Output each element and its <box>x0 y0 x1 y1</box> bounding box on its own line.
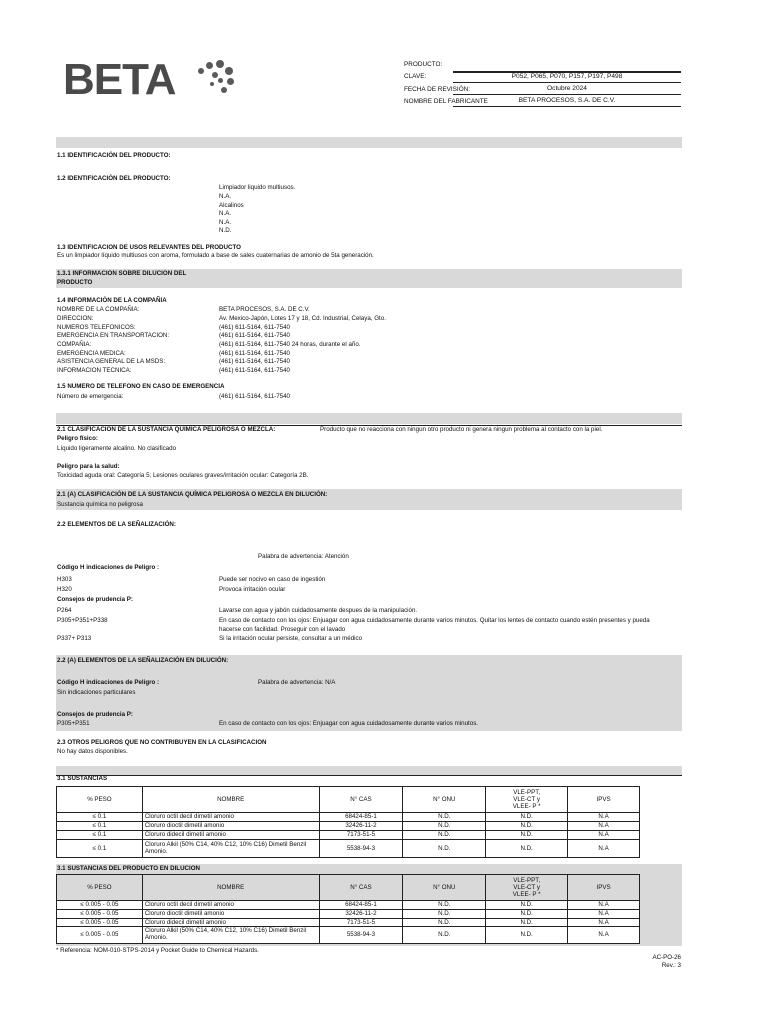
company-label: EMERGENCIA EN TRANSPORTACION: <box>57 332 170 339</box>
heading-1-2: 1.2 IDENTIFICACIÓN DEL PRODUCTO: <box>57 175 171 182</box>
cell-cas: 32426-11-2 <box>319 909 403 918</box>
cell-nombre: Cloruro didecil dimetil amonio <box>142 831 319 840</box>
peligro-fisico-text: Líquido ligeramente alcalino. No clasificado <box>57 445 177 452</box>
emergency-label: Número de emergencia: <box>57 393 124 400</box>
heading-1-1: 1.1 IDENTIFICACIÓN DEL PRODUCTO: <box>57 152 171 159</box>
col-header-vle-line: VLE-CT y <box>513 883 540 891</box>
ident-line: N.D. <box>219 227 232 234</box>
cell-peso: ≤ 0.1 <box>57 840 143 858</box>
cell-ipvs: N.A <box>568 901 640 910</box>
company-label: ASISTENCIA GENERAL DE LA MSDS: <box>57 358 166 365</box>
cell-cas: 32426-11-2 <box>319 822 403 831</box>
col-header-ipvs: IPVS <box>568 787 640 813</box>
cell-onu: N.D. <box>403 927 486 944</box>
col-header-onu: N° ONU <box>403 787 486 813</box>
cell-peso: ≤ 0.005 - 0.05 <box>57 927 143 944</box>
heading-2-1-a-text: Sustancia química no peligrosa <box>57 501 143 508</box>
p-code-dilucion: P305+P351 <box>57 720 90 727</box>
heading-1-3-1: 1.3.1 INFORMACION SOBRE DILUCION DEL <box>57 270 187 277</box>
company-value: Av. Mexico-Japón, Lotes 17 y 18, Cd. Industrial, Celaya, Gto. <box>219 315 386 322</box>
h-code: H320 <box>57 586 72 593</box>
table-row <box>57 813 640 822</box>
col-header-vle <box>486 787 568 813</box>
heading-1-3: 1.3 IDENTIFICACION DE USOS RELEVANTES DEL PRODUCTO <box>57 244 241 251</box>
ident-line: N.A. <box>219 193 232 200</box>
company-label: DIRECCION: <box>57 315 94 322</box>
col-header-cas: N° CAS <box>319 875 403 901</box>
cell-onu: N.D. <box>403 840 486 858</box>
ident-line: Alcalinos <box>219 202 244 209</box>
cell-vle: N.D. <box>486 831 568 840</box>
cell-vle: N.D. <box>486 813 568 822</box>
col-header-peso: % PESO <box>57 875 143 901</box>
cell-cas: 7173-51-5 <box>319 918 403 927</box>
table-row <box>57 918 640 927</box>
company-label: INFORMACION TECNICA: <box>57 367 132 374</box>
heading-3-1-dilucion: 3.1 SUSTANCIAS DEL PRODUCTO EN DILUCION <box>57 865 201 872</box>
cell-nombre: Cloruro Alkil (50% C14, 40% C12, 10% C16) Dimetil Benzil Amonio. <box>142 840 319 858</box>
p-code: P337+ P313 <box>57 635 92 642</box>
cell-cas: 68424-85-1 <box>319 901 403 910</box>
cell-onu: N.D. <box>403 813 486 822</box>
cell-vle: N.D. <box>486 909 568 918</box>
p-text: hacerse con facilidad. Proseguir con el lavado <box>219 626 346 633</box>
col-header-vle-line: VLEE- P * <box>512 803 541 811</box>
company-value: (461) 611-5164, 611-7540 24 horas, durante el año. <box>219 341 361 348</box>
cell-vle: N.D. <box>486 901 568 910</box>
cell-ipvs: N.A <box>568 831 640 840</box>
emergency-value: (461) 611-5164, 611-7540 <box>219 393 290 400</box>
p-text-dilucion: En caso de contacto con los ojos: Enjuagar con agua cuidadosamente durante varios minutos. <box>219 720 479 727</box>
cell-peso: ≤ 0.005 - 0.05 <box>57 918 143 927</box>
cell-onu: N.D. <box>403 909 486 918</box>
col-header-vle <box>486 875 568 901</box>
cell-cas: 7173-51-5 <box>319 831 403 840</box>
section3-band <box>56 766 682 775</box>
company-logo: BETA <box>63 55 176 104</box>
company-value: (461) 611-5164, 611-7540 <box>219 332 290 339</box>
cell-peso: ≤ 0.1 <box>57 831 143 840</box>
table-row <box>57 831 640 840</box>
cell-cas: 5538-94-3 <box>319 840 403 858</box>
cell-onu: N.D. <box>403 901 486 910</box>
signal-word-dilucion: Palabra de advertencia: N/A <box>258 679 336 686</box>
sin-indicaciones: Sin indicaciones particulares <box>57 689 136 696</box>
header-label-clave: CLAVE: <box>404 73 427 80</box>
cell-cas: 68424-85-1 <box>319 813 403 822</box>
company-value: (461) 611-5164, 611-7540 <box>219 367 290 374</box>
uso-text: Es un limpiador líquido multiusos con aroma, formulado a base de sales cuaternarias de amonio de 5ta generación. <box>57 252 374 259</box>
company-label: NUMEROS TELEFONICOS: <box>57 324 136 331</box>
p-text: Lavarse con agua y jabón cuidadosamente despues de la manipulación. <box>219 607 418 614</box>
section3-rule <box>56 775 682 776</box>
h-code: H303 <box>57 576 72 583</box>
ident-line: N.A. <box>219 210 232 217</box>
cell-onu: N.D. <box>403 822 486 831</box>
table-row <box>57 840 640 858</box>
cell-ipvs: N.A <box>568 813 640 822</box>
prudencia-heading: Consejos de prudencia P: <box>57 596 133 603</box>
header-value-producto <box>453 62 681 72</box>
company-value: (461) 611-5164, 611-7540 <box>219 358 290 365</box>
table-row <box>57 822 640 831</box>
header-value-clave: P052, P065, P070, P157, P197, P498 <box>453 72 681 83</box>
cell-vle: N.D. <box>486 927 568 944</box>
p-text: Si la irritación ocular persiste, consultar a un médico <box>219 635 363 642</box>
table-row <box>57 901 640 910</box>
cell-nombre: Cloruro octil decil dimetil amonio <box>142 901 319 910</box>
heading-2-2-a: 2.2 (A) ELEMENTOS DE LA SEÑALIZACIÓN EN DILUCIÓN: <box>57 657 229 664</box>
heading-1-5: 1.5 NUMERO DE TELEFONO EN CASO DE EMERGENCIA <box>57 383 225 390</box>
section1-band <box>56 137 682 148</box>
cell-nombre: Cloruro dioctil dimetil amonio <box>142 822 319 831</box>
col-header-onu: N° ONU <box>403 875 486 901</box>
cell-nombre: Cloruro didecil dimetil amonio <box>142 918 319 927</box>
signal-word: Palabra de advertencia: Atención <box>258 553 349 560</box>
heading-2-3: 2.3 OTROS PELIGROS QUE NO CONTRIBUYEN EN LA CLASIFICACION <box>57 739 267 746</box>
col-header-vle-line: VLEE- P * <box>512 891 541 899</box>
heading-2-3-text: No hay datos disponibles. <box>57 748 128 755</box>
cell-nombre: Cloruro Alkil (50% C14, 40% C12, 10% C16) Dimetil Benzil Amonio. <box>142 927 319 944</box>
company-label: EMERGENCIA MEDICA: <box>57 350 126 357</box>
header-value-fecha: Octubre 2024 <box>453 85 681 95</box>
col-header-vle-line: VLE-CT y <box>513 795 540 803</box>
heading-2-1-a: 2.1 (A) CLASIFICACIÓN DE LA SUSTANCIA QUÍMICA PELIGROSA O MEZCLA EN DILUCIÓN: <box>57 491 328 498</box>
codigo-h-heading: Código H indicaciones de Peligro : <box>57 564 160 571</box>
col-header-cas: N° CAS <box>319 787 403 813</box>
company-value: (461) 611-5164, 611-7540 <box>219 324 290 331</box>
company-value: (461) 611-5164, 611-7540 <box>219 350 290 357</box>
col-header-peso: % PESO <box>57 787 143 813</box>
prudencia-heading-dilucion: Consejos de prudencia P: <box>57 711 133 718</box>
heading-3-1: 3.1 SUSTANCIAS <box>57 775 108 782</box>
logo-dots-icon <box>194 60 234 100</box>
h-text: Provoca irritación ocular <box>219 586 286 593</box>
header-label-fecha: FECHA DE REVISIÓN: <box>404 86 471 93</box>
p-text: En caso de contacto con los ojos: Enjuagar con agua cuidadosamente durante varios minutos. Quitar los lentes de contacto cuando estén presentes y pueda <box>219 617 650 624</box>
header-label-fabricante: NOMBRE DEL FABRICANTE <box>404 98 488 105</box>
referencia-note: * Referencia: NOM-010-STPS-2014 y Pocket Guide to Chemical Hazards. <box>56 947 259 954</box>
cell-ipvs: N.A <box>568 918 640 927</box>
heading-1-4: 1.4 INFORMACIÓN DE LA COMPAÑIA <box>57 297 167 304</box>
h-text: Puede ser nocivo en caso de ingestión <box>219 576 326 583</box>
cell-vle: N.D. <box>486 822 568 831</box>
col-header-nombre: NOMBRE <box>142 875 319 901</box>
ident-line: N.A. <box>219 219 232 226</box>
cell-ipvs: N.A <box>568 822 640 831</box>
heading-2-1-note: Producto que no reacciona con ningun otro producto ni genera ningun problema al contacto con la piel. <box>320 426 603 433</box>
company-label: COMPAÑIA: <box>57 341 92 348</box>
company-value: BETA PROCESOS, S.A. DE C.V. <box>219 306 310 313</box>
footer-doc-code: AC-PO-26 <box>652 954 681 961</box>
cell-nombre: Cloruro octil decil dimetil amonio <box>142 813 319 822</box>
p-code: P264 <box>57 607 72 614</box>
peligro-salud-text: Toxicidad aguda oral: Categoría 5; Lesiones oculares graves/irritación ocular: Categoría 2B. <box>57 472 309 479</box>
cell-peso: ≤ 0.005 - 0.05 <box>57 909 143 918</box>
header-value-fabricante: BETA PROCESOS, S.A. DE C.V. <box>453 97 681 107</box>
p-code: P305+P351+P338 <box>57 617 108 624</box>
company-label: NOMBRE DE LA COMPAÑIA: <box>57 306 140 313</box>
cell-ipvs: N.A <box>568 840 640 858</box>
col-header-vle-line: VLE-PPT, <box>513 788 541 796</box>
heading-1-3-1-cont: PRODUCTO <box>57 279 93 286</box>
cell-peso: ≤ 0.005 - 0.05 <box>57 901 143 910</box>
cell-nombre: Cloruro dioctil dimetil amonio <box>142 909 319 918</box>
table-row <box>57 909 640 918</box>
heading-2-1: 2.1 CLASIFICACION DE LA SUSTANCIA QUIMICA PELIGROSA O MEZCLA: <box>57 426 276 433</box>
cell-onu: N.D. <box>403 918 486 927</box>
header-label-producto: PRODUCTO: <box>404 61 443 68</box>
footer-revision: Rev.: 3 <box>661 962 681 969</box>
cell-vle: N.D. <box>486 840 568 858</box>
cell-ipvs: N.A <box>568 927 640 944</box>
col-header-nombre: NOMBRE <box>142 787 319 813</box>
cell-peso: ≤ 0.1 <box>57 813 143 822</box>
col-header-vle-line: VLE-PPT, <box>513 876 541 884</box>
sustancias-table <box>56 786 640 858</box>
col-header-ipvs: IPVS <box>568 875 640 901</box>
cell-peso: ≤ 0.1 <box>57 822 143 831</box>
table-row <box>57 927 640 944</box>
heading-2-2: 2.2 ELEMENTOS DE LA SEÑALIZACIÓN: <box>57 521 176 528</box>
cell-vle: N.D. <box>486 918 568 927</box>
section2-band <box>56 413 682 424</box>
sustancias-dilucion-table <box>56 874 640 944</box>
ident-line: Limpiador liquido multiusos. <box>219 184 296 191</box>
cell-cas: 5538-94-3 <box>319 927 403 944</box>
peligro-salud-heading: Peligro para la salud: <box>57 463 120 470</box>
peligro-fisico-heading: Peligro físico: <box>57 435 98 442</box>
cell-onu: N.D. <box>403 831 486 840</box>
codigo-h-heading-dilucion: Código H indicaciones de Peligro : <box>57 679 160 686</box>
cell-ipvs: N.A <box>568 909 640 918</box>
